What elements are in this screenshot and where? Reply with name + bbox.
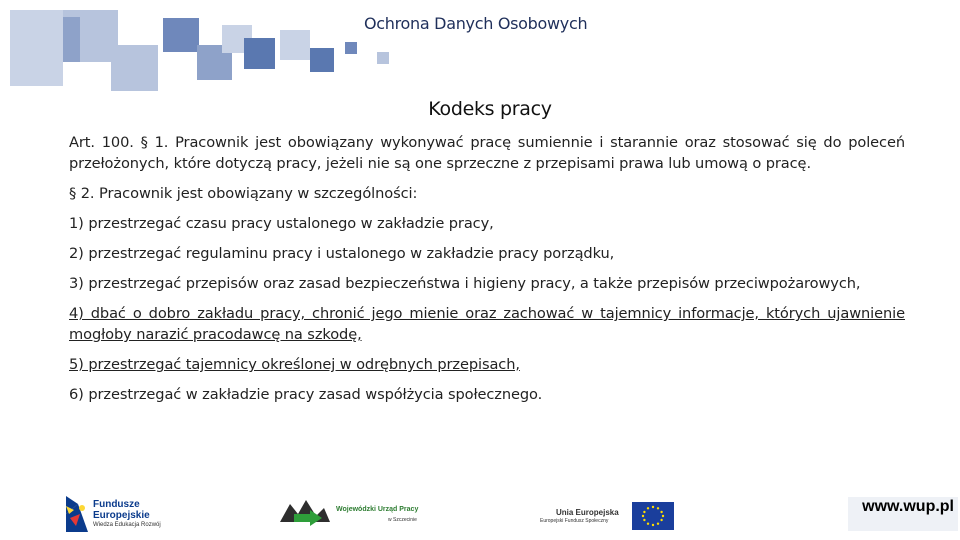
wup-line1: Wojewódzki Urząd Pracy <box>336 506 419 513</box>
article-paragraph: Art. 100. § 1. Pracownik jest obowiązany wykonywać pracę sumiennie i starannie oraz stosować się do poleceń przełożonych, które dotyczą pracy, jeżeli nie są one sprzeczne z przepisami prawa lub umową o pracę. <box>69 134 905 172</box>
fe-line1: Fundusze <box>93 499 140 510</box>
wup-line2: w Szczecinie <box>388 517 417 523</box>
eu-flag-icon <box>632 502 674 530</box>
slide-content <box>69 132 905 405</box>
website-text[interactable]: www.wup.pl <box>862 498 954 515</box>
list-item-4: 4) dbać o dobro zakładu pracy, chronić jego mienie oraz zachować w tajemnicy informacje, których ujawnienie mogłoby narazić pracodawcę na szkodę, <box>69 305 905 343</box>
list-item-5: 5) przestrzegać tajemnicy określonej w odrębnych przepisach, <box>69 356 520 373</box>
paragraph-2: § 2. Pracownik jest obowiązany w szczególności: <box>69 185 418 202</box>
fe-line3: Wiedza Edukacja Rozwój <box>93 522 161 528</box>
ue-line2: Europejski Fundusz Społeczny <box>540 518 609 524</box>
list-item-2: 2) przestrzegać regulaminu pracy i ustalonego w zakładzie pracy porządku, <box>69 245 615 262</box>
website-link[interactable] <box>848 497 958 531</box>
fe-line2: Europejskie <box>93 510 150 521</box>
list-item-1: 1) przestrzegać czasu pracy ustalonego w zakładzie pracy, <box>69 215 494 232</box>
list-item-3: 3) przestrzegać przepisów oraz zasad bezpieczeństwa i higieny pracy, a także przepisów przeciwpożarowych, <box>69 275 861 292</box>
header-title: Ochrona Danych Osobowych <box>364 14 588 33</box>
list-item-6: 6) przestrzegać w zakładzie pracy zasad współżycia społecznego. <box>69 386 543 403</box>
ue-line1: Unia Europejska <box>556 508 619 517</box>
slide-title: Kodeks pracy <box>428 98 552 120</box>
